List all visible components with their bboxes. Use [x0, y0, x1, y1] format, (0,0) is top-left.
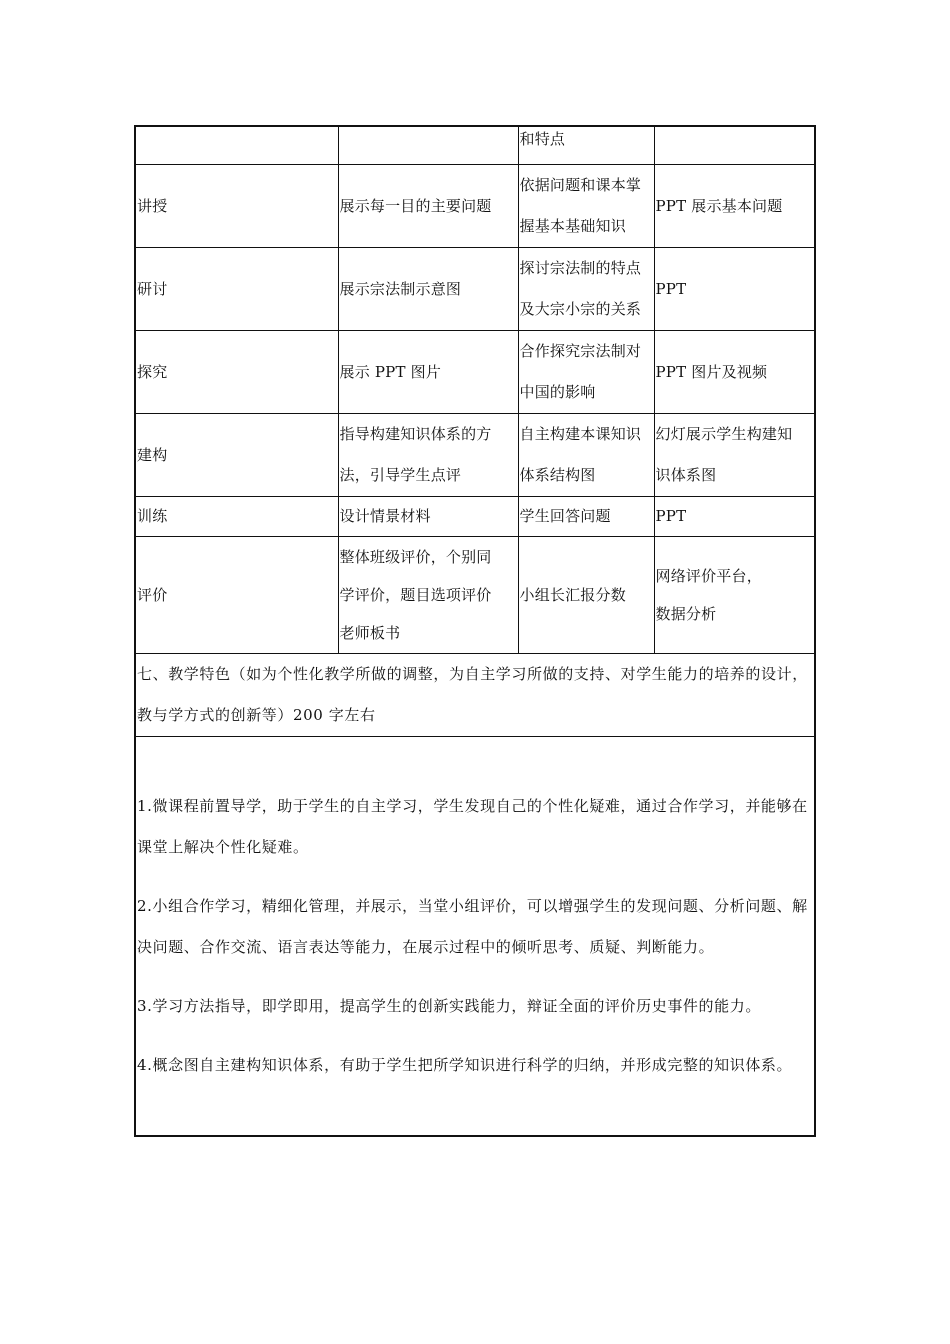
section-heading-cell — [135, 653, 815, 736]
teaching-process-table — [134, 125, 816, 1137]
teacher-activity-cell: 展示 PPT 图片 — [338, 330, 518, 413]
section-heading: 七、教学特色（如为个性化教学所做的调整，为自主学习所做的支持、对学生能力的培养的设计，教与学方式的创新等）200 字左右 — [137, 664, 808, 724]
feature-point: 1.微课程前置导学，助于学生的自主学习，学生发现自己的个性化疑难，通过合作学习，并能够在课堂上解决个性化疑难。 — [137, 796, 808, 856]
table-row — [135, 247, 815, 330]
student-activity-cell: 和特点 — [518, 126, 654, 164]
media-cell: PPT 图片及视频 — [654, 330, 815, 413]
media-cell: 网络评价平台， 数据分析 — [654, 536, 815, 653]
feature-point: 2.小组合作学习，精细化管理，并展示，当堂小组评价，可以增强学生的发现问题、分析问题、解决问题、合作交流、语言表达等能力，在展示过程中的倾听思考、质疑、判断能力。 — [137, 896, 808, 956]
media-cell: PPT — [654, 247, 815, 330]
table-row — [135, 164, 815, 247]
media-cell: PPT — [654, 496, 815, 536]
feature-point: 3.学习方法指导，即学即用，提高学生的创新实践能力，辩证全面的评价历史事件的能力。 — [137, 996, 761, 1015]
student-activity-cell: 合作探究宗法制对 中国的影响 — [518, 330, 654, 413]
teacher-activity-cell: 展示每一目的主要问题 — [338, 164, 518, 247]
table-row — [135, 536, 815, 653]
student-activity-cell: 小组长汇报分数 — [518, 536, 654, 653]
table-row — [135, 126, 815, 164]
table-row — [135, 330, 815, 413]
student-activity-cell: 学生回答问题 — [518, 496, 654, 536]
stage-cell — [135, 126, 338, 164]
stage-cell: 讲授 — [135, 164, 338, 247]
teacher-activity-cell — [338, 126, 518, 164]
table-row — [135, 496, 815, 536]
table-row — [135, 653, 815, 736]
stage-cell: 评价 — [135, 536, 338, 653]
teacher-activity-cell: 展示宗法制示意图 — [338, 247, 518, 330]
feature-point: 4.概念图自主建构知识体系，有助于学生把所学知识进行科学的归纳，并形成完整的知识体系。 — [137, 1055, 793, 1074]
teacher-activity-cell: 设计情景材料 — [338, 496, 518, 536]
table-row — [135, 736, 815, 1136]
stage-cell: 建构 — [135, 413, 338, 496]
student-activity-cell: 依据问题和课本掌 握基本基础知识 — [518, 164, 654, 247]
section-content-cell — [135, 736, 815, 1136]
stage-cell: 训练 — [135, 496, 338, 536]
media-cell: 幻灯展示学生构建知 识体系图 — [654, 413, 815, 496]
teacher-activity-cell: 整体班级评价，个别同 学评价，题目选项评价 老师板书 — [338, 536, 518, 653]
teacher-activity-cell: 指导构建知识体系的方 法，引导学生点评 — [338, 413, 518, 496]
table-row — [135, 413, 815, 496]
stage-cell: 研讨 — [135, 247, 338, 330]
media-cell: PPT 展示基本问题 — [654, 164, 815, 247]
stage-cell: 探究 — [135, 330, 338, 413]
student-activity-cell: 探讨宗法制的特点 及大宗小宗的关系 — [518, 247, 654, 330]
media-cell — [654, 126, 815, 164]
student-activity-cell: 自主构建本课知识 体系结构图 — [518, 413, 654, 496]
